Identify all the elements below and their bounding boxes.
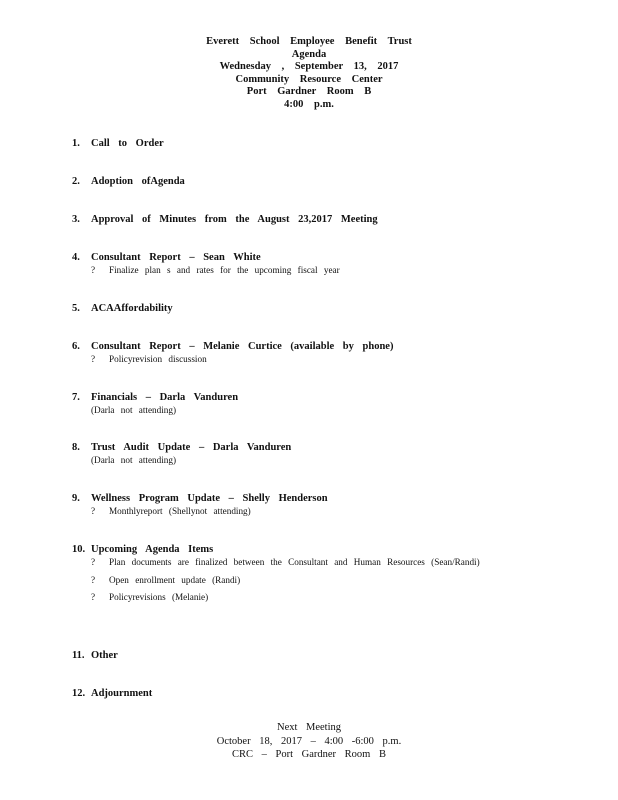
meeting-room: Port Gardner Room B <box>246 86 372 98</box>
bullet-marker: ? <box>91 265 96 275</box>
item-title: Adoption ofAgenda <box>91 176 185 187</box>
item-title: Wellness Program Update – Shelly Henderson <box>91 493 328 504</box>
bullet-marker: ? <box>91 506 96 516</box>
bullet-item <box>72 265 552 277</box>
agenda-item-5 <box>72 302 552 315</box>
item-number: 3. <box>72 214 80 225</box>
item-number: 6. <box>72 341 80 352</box>
bullet-text: Policyrevision discussion <box>109 354 207 364</box>
next-meeting-footer <box>0 721 618 762</box>
bullet-text: Policyrevisions (Melanie) <box>109 592 209 603</box>
agenda-item-9 <box>72 492 552 518</box>
item-number: 10. <box>72 544 86 555</box>
item-title: Other <box>91 650 118 661</box>
agenda-item-3 <box>72 213 552 226</box>
bullet-item <box>72 592 552 604</box>
item-title: Financials – Darla Vanduren <box>91 392 239 403</box>
item-title: Call to Order <box>91 138 164 149</box>
bullet-item <box>72 354 552 366</box>
bullet-item <box>72 557 552 569</box>
agenda-item-11 <box>72 649 552 662</box>
bullet-text: Finalize plan s and rates for the upcoming fiscal year <box>109 265 340 275</box>
document-title: Agenda <box>291 48 327 60</box>
item-title: Upcoming Agenda Items <box>91 544 214 555</box>
agenda-item-6 <box>72 340 552 366</box>
meeting-location: Community Resource Center <box>235 73 383 85</box>
bullet-text: Plan documents are finalized between the Consultant and Human Resources (Sean/Randi) <box>109 557 480 567</box>
item-number: 9. <box>72 493 80 504</box>
item-number: 4. <box>72 252 80 263</box>
item-title: Trust Audit Update – Darla Vanduren <box>91 442 292 453</box>
item-title: Approval of Minutes from the August 23,2017 Meeting <box>91 214 378 225</box>
item-title: ACAAffordability <box>91 303 173 314</box>
item-number: 1. <box>72 138 80 149</box>
agenda-item-4 <box>72 251 552 277</box>
organization-title: Everett School Employee Benefit Trust <box>206 36 412 47</box>
bullet-marker: ? <box>91 574 96 585</box>
agenda-item-12 <box>72 687 552 700</box>
meeting-time: 4:00 p.m. <box>284 98 334 110</box>
bullet-marker: ? <box>91 592 96 603</box>
item-title: Consultant Report – Sean White <box>91 252 261 263</box>
item-number: 8. <box>72 442 80 453</box>
meeting-date: Wednesday , September 13, 2017 <box>219 61 399 73</box>
item-number: 7. <box>72 392 80 403</box>
agenda-item-1 <box>72 137 552 150</box>
bullet-text: Open enrollment update (Randi) <box>109 574 241 585</box>
bullet-marker: ? <box>91 354 96 364</box>
agenda-item-2 <box>72 175 552 188</box>
next-meeting-location: CRC – Port Gardner Room B <box>232 749 386 761</box>
agenda-header <box>0 36 618 112</box>
bullet-item <box>72 575 552 587</box>
item-note: (Darla not attending) <box>91 455 177 465</box>
item-title: Consultant Report – Melanie Curtice (available by phone) <box>91 341 394 352</box>
item-number: 11. <box>72 650 85 661</box>
agenda-item-10 <box>72 543 552 604</box>
next-meeting-date: October 18, 2017 – 4:00 -6:00 p.m. <box>216 735 402 747</box>
bullet-item <box>72 506 552 518</box>
item-number: 5. <box>72 303 80 314</box>
agenda-item-8 <box>72 441 552 467</box>
bullet-text: Monthlyreport (Shellynot attending) <box>109 506 251 516</box>
next-meeting-heading: Next Meeting <box>276 722 342 733</box>
item-note: (Darla not attending) <box>91 405 177 415</box>
item-number: 2. <box>72 176 80 187</box>
item-number: 12. <box>72 688 86 699</box>
bullet-marker: ? <box>91 557 96 567</box>
item-title: Adjournment <box>91 688 153 699</box>
agenda-item-7 <box>72 391 552 417</box>
